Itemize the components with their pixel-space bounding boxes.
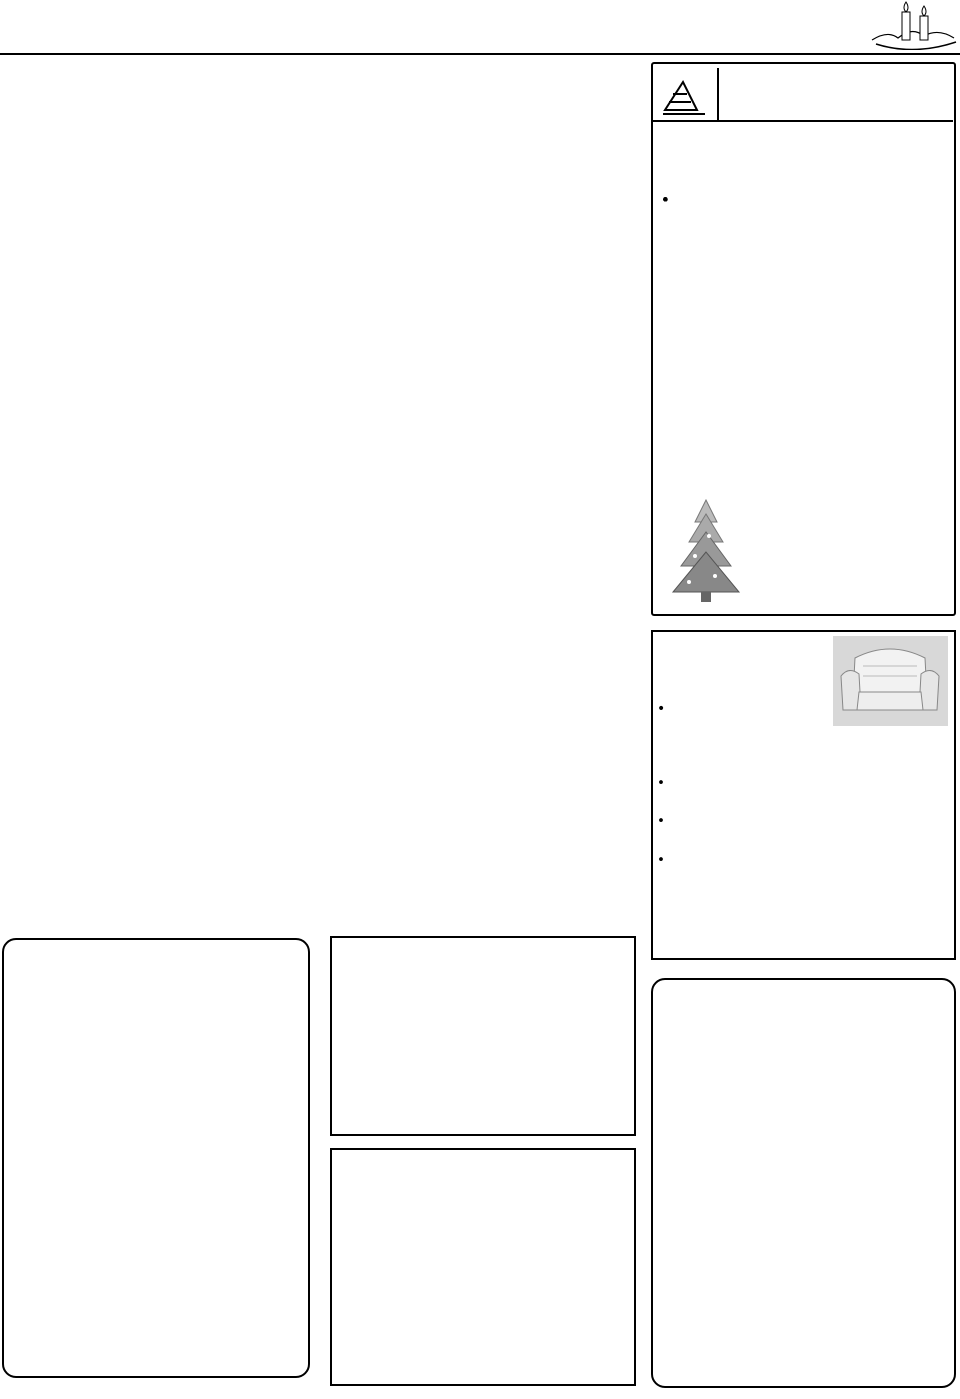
rekvium-ad	[651, 978, 956, 1388]
jo-karpitos-ad: • • • •	[651, 630, 956, 960]
kresz-ad	[330, 936, 636, 1136]
logo-underline	[653, 120, 953, 122]
armchair-image	[833, 636, 948, 726]
logo-divider	[717, 68, 719, 120]
arrow-logo-icon	[661, 76, 707, 118]
figyelem-ad	[2, 938, 310, 1378]
biro-ker-ad	[651, 62, 956, 616]
candles-ornament	[868, 0, 960, 50]
header-rule	[0, 53, 960, 55]
thanks-notice	[330, 1148, 636, 1386]
christmas-tree-image	[665, 496, 747, 608]
